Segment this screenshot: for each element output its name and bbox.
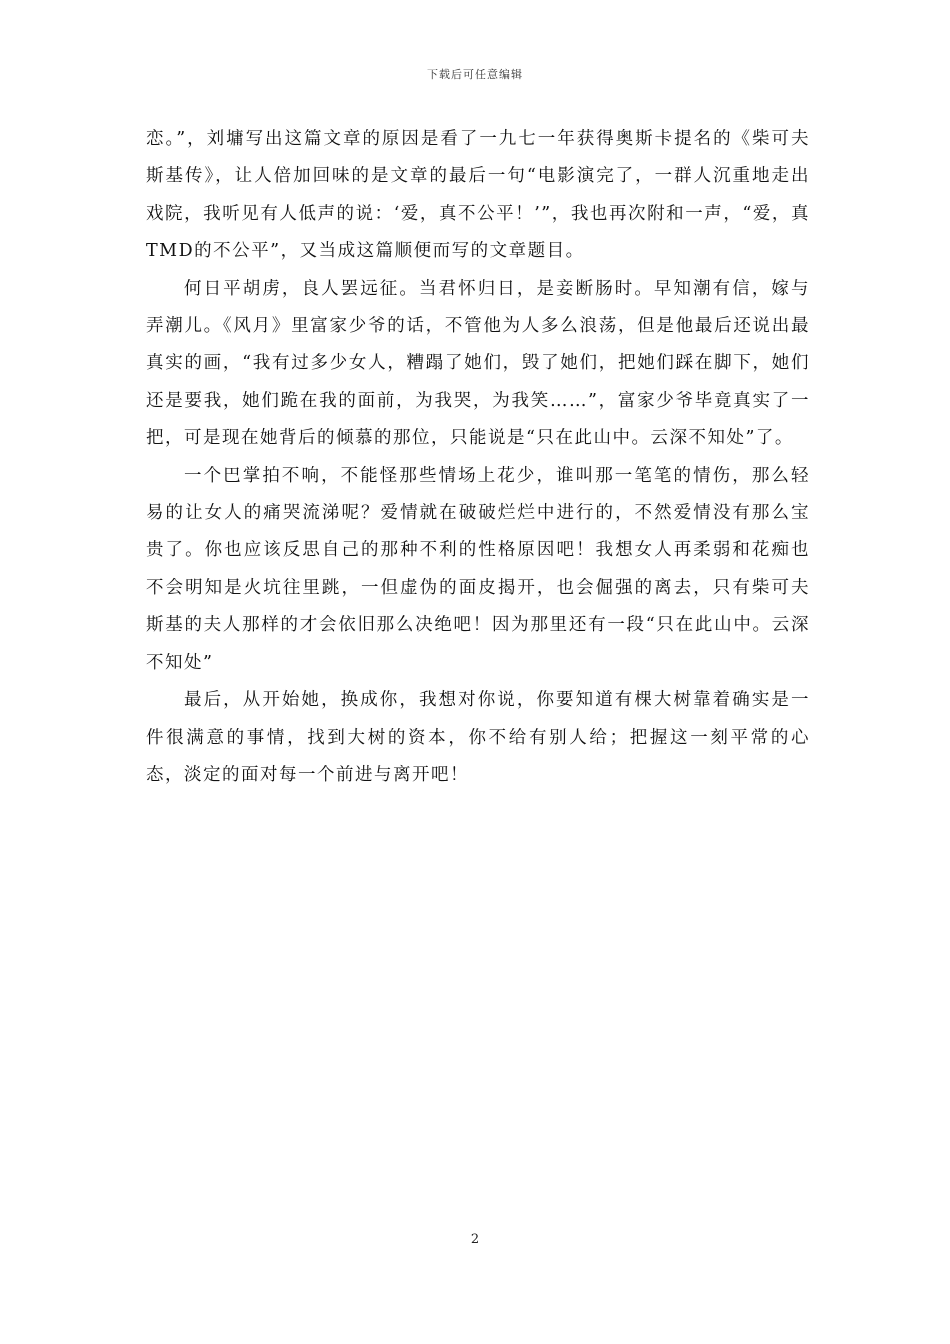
paragraph-fengyue: 何日平胡虏，良人罢远征。当君怀归日，是妾断肠时。早知潮有信，嫁与弄潮儿。《风月》里富家少爷的话，不管他为人多么浪荡，但是他最后还说出最真实的画，“我有过多少女人，糟蹋了她们，毁了她们，把她们踩在脚下，她们还是要我，她们跪在我的面前，为我哭，为我笑……”，富家少爷毕竟真实了一把，可是现在她背后的倾慕的那位，只能说是“只在此山中。云深不知处”了。: [146, 278, 810, 449]
paragraph-continuation: 恋。”，刘墉写出这篇文章的原因是看了一九七一年获得奥斯卡提名的《柴可夫斯基传》，让人倍加回味的是文章的最后一句“电影演完了，一群人沉重地走出戏院，我听见有人低声的说：‘爱，真不公平！’”，我也再次附和一声，“爱，真TMD的不公平”，又当成这篇顺便而写的文章题目。: [146, 129, 810, 262]
page-header: 下载后可任意编辑: [427, 68, 523, 81]
paragraph-conclusion: 最后，从开始她，换成你，我想对你说，你要知道有棵大树靠着确实是一件很满意的事情，找到大树的资本，你不给有别人给；把握这一刻平常的心态，淡定的面对每一个前进与离开吧！: [146, 690, 810, 785]
paragraph-reflection: 一个巴掌拍不响，不能怪那些情场上花少，谁叫那一笔笔的情伤，那么轻易的让女人的痛哭流涕呢？爱情就在破破烂烂中进行的，不然爱情没有那么宝贵了。你也应该反思自己的那种不利的性格原因吧！我想女人再柔弱和花痴也不会明知是火坑往里跳，一但虚伪的面皮揭开，也会倔强的离去，只有柴可夫斯基的夫人那样的才会依旧那么决绝吧！因为那里还有一段“只在此山中。云深不知处”: [146, 465, 810, 673]
document-body: [146, 121, 810, 794]
page-number: 2: [470, 1232, 480, 1247]
